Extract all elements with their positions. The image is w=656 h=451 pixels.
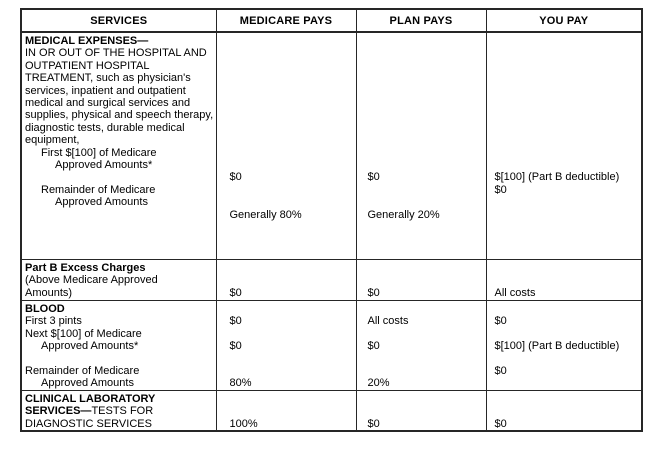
cell-line	[230, 35, 354, 47]
cell-line: $[100] (Part B deductible)	[494, 171, 620, 184]
medicare-pays-cell-blood	[216, 301, 356, 391]
cell-line	[495, 353, 640, 365]
cell-line	[495, 109, 640, 121]
cell-line	[495, 60, 640, 72]
cell-line: $0	[494, 417, 507, 430]
column-header-plan-pays: PLAN PAYS	[356, 9, 486, 32]
cell-line: diagnostic tests, durable medical	[25, 121, 185, 134]
cell-line	[368, 196, 484, 208]
cell-line: Remainder of Medicare	[25, 365, 140, 378]
cell-line	[368, 393, 484, 405]
medicare-pays-cell-medical-expenses	[216, 32, 356, 260]
cell-line: (Above Medicare Approved	[25, 274, 158, 287]
cell-line: $0	[229, 315, 242, 328]
cell-line	[495, 47, 640, 59]
cell-line	[368, 85, 484, 97]
cell-line: All costs	[494, 286, 536, 299]
cell-line: $0	[367, 340, 380, 353]
section-row-clinical-laboratory	[21, 391, 642, 432]
cell-line	[230, 159, 354, 171]
cell-line	[230, 60, 354, 72]
you-pay-cell-clinical-laboratory	[486, 391, 642, 432]
cell-line	[230, 353, 354, 365]
cell-line: equipment,	[25, 134, 80, 147]
cell-line: 20%	[367, 377, 390, 390]
cell-line: supplies, physical and speech therapy,	[25, 109, 214, 122]
cell-line: 80%	[229, 377, 252, 390]
cell-line: Next $[100] of Medicare	[25, 327, 142, 340]
cell-line: Remainder of Medicare	[41, 183, 156, 196]
cell-line: First $[100] of Medicare	[41, 146, 157, 159]
cell-line: All costs	[367, 315, 409, 328]
cell-line: Approved Amounts*	[55, 159, 153, 172]
cell-line	[230, 262, 354, 274]
cell-line	[368, 147, 484, 159]
column-header-medicare-pays: MEDICARE PAYS	[216, 9, 356, 32]
plan-pays-cell-blood	[356, 301, 486, 391]
cell-line: Approved Amounts*	[41, 340, 139, 353]
header-row	[21, 9, 642, 32]
plan-pays-cell-part-b-excess	[356, 260, 486, 301]
plan-pays-cell-clinical-laboratory	[356, 391, 486, 432]
cell-line	[230, 274, 354, 286]
cell-line	[495, 393, 640, 405]
cell-line	[495, 122, 640, 134]
cell-line	[495, 85, 640, 97]
cell-line	[230, 147, 354, 159]
cell-line: OUTPATIENT HOSPITAL	[25, 59, 150, 72]
cell-line	[230, 109, 354, 121]
cell-line	[230, 97, 354, 109]
cell-line: $0	[229, 286, 242, 299]
cell-line	[230, 85, 354, 97]
cell-line	[495, 262, 640, 274]
cell-line	[495, 72, 640, 84]
cell-line	[495, 97, 640, 109]
you-pay-cell-medical-expenses	[486, 32, 642, 260]
you-pay-cell-blood	[486, 301, 642, 391]
cell-line: Approved Amounts	[55, 196, 148, 209]
cell-line: services, inpatient and outpatient	[25, 84, 186, 97]
cell-line: $0	[494, 365, 507, 378]
cell-line	[25, 171, 214, 183]
cell-line	[368, 72, 484, 84]
cell-line	[25, 353, 214, 365]
cell-line: IN OR OUT OF THE HOSPITAL AND	[25, 47, 207, 60]
medicare-pays-cell-clinical-laboratory	[216, 391, 356, 432]
cell-line: First 3 pints	[25, 315, 82, 328]
cell-line	[368, 60, 484, 72]
cell-line	[368, 109, 484, 121]
cell-line	[230, 328, 354, 340]
plan-pays-cell-medical-expenses	[356, 32, 486, 260]
cell-line	[495, 274, 640, 286]
cell-line: $0	[494, 183, 507, 196]
services-cell-part-b-excess	[21, 260, 216, 301]
cell-line	[368, 405, 484, 417]
cell-line	[495, 35, 640, 47]
cell-line	[230, 365, 354, 377]
cell-line: Part B Excess Charges	[25, 262, 146, 274]
cell-line: Amounts)	[25, 286, 73, 299]
cell-line	[368, 353, 484, 365]
cell-line: CLINICAL LABORATORY	[25, 393, 156, 405]
section-row-medical-expenses	[21, 32, 642, 260]
benefits-table	[20, 8, 643, 432]
medicare-pays-cell-part-b-excess	[216, 260, 356, 301]
cell-line: $0	[367, 286, 380, 299]
cell-line: $0	[229, 171, 242, 184]
cell-line	[230, 303, 354, 315]
cell-line: $0	[367, 417, 380, 430]
cell-line	[495, 405, 640, 417]
cell-line	[495, 147, 640, 159]
cell-line	[495, 303, 640, 315]
cell-line	[230, 72, 354, 84]
section-row-blood	[21, 301, 642, 391]
services-cell-clinical-laboratory	[21, 391, 216, 432]
cell-line: BLOOD	[25, 303, 65, 315]
cell-line	[368, 365, 484, 377]
cell-line	[230, 134, 354, 146]
cell-line	[230, 196, 354, 208]
column-header-services: SERVICES	[21, 9, 216, 32]
cell-line	[230, 122, 354, 134]
cell-line	[368, 97, 484, 109]
cell-line: $[100] (Part B deductible)	[494, 340, 620, 353]
cell-line: medical and surgical services and	[25, 97, 191, 110]
cell-line	[368, 328, 484, 340]
cell-line: Generally 20%	[367, 208, 440, 221]
cell-line: Generally 80%	[229, 208, 302, 221]
cell-line: TREATMENT, such as physician's	[25, 72, 191, 85]
cell-line	[495, 134, 640, 146]
cell-line	[368, 134, 484, 146]
cell-line: Approved Amounts	[41, 377, 134, 390]
cell-line	[495, 328, 640, 340]
cell-line	[368, 122, 484, 134]
cell-line: MEDICAL EXPENSES—	[25, 35, 149, 47]
cell-line: $0	[229, 340, 242, 353]
column-header-you-pay: YOU PAY	[486, 9, 642, 32]
cell-line	[368, 35, 484, 47]
services-cell-blood	[21, 301, 216, 391]
cell-line	[368, 262, 484, 274]
services-cell-medical-expenses	[21, 32, 216, 260]
cell-line	[368, 159, 484, 171]
cell-line	[368, 47, 484, 59]
cell-line	[230, 47, 354, 59]
cell-line	[368, 274, 484, 286]
you-pay-cell-part-b-excess	[486, 260, 642, 301]
cell-line: 100%	[229, 417, 258, 430]
cell-line: $0	[494, 315, 507, 328]
cell-line: SERVICES—TESTS FOR	[25, 405, 154, 418]
cell-line	[368, 184, 484, 196]
cell-line	[230, 405, 354, 417]
cell-line	[495, 159, 640, 171]
cell-line: DIAGNOSTIC SERVICES	[25, 417, 152, 430]
cell-line	[368, 303, 484, 315]
cell-line: $0	[367, 171, 380, 184]
section-row-part-b-excess-charges	[21, 260, 642, 301]
cell-line	[230, 393, 354, 405]
cell-line	[230, 184, 354, 196]
